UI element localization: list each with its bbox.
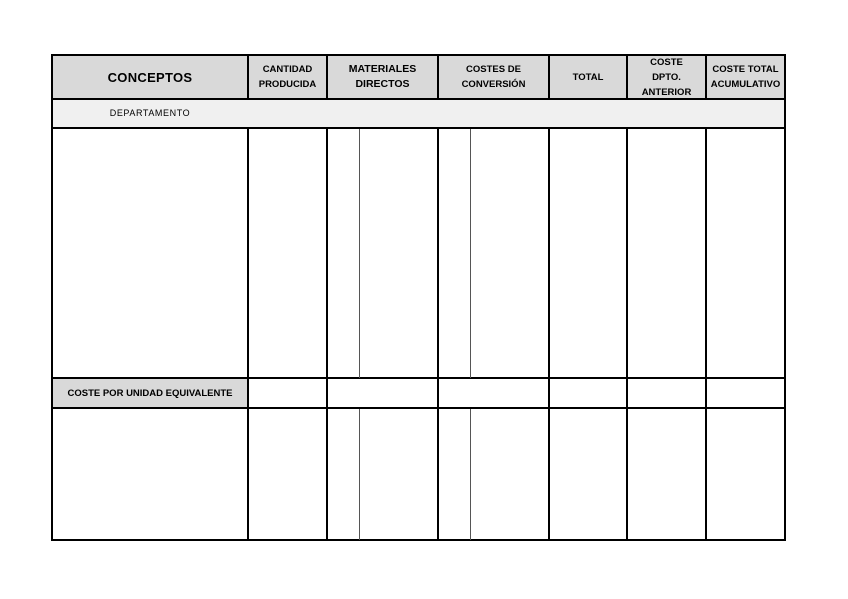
- border-right: [784, 54, 786, 541]
- sub-line-materiales-lower: [359, 409, 360, 540]
- col-line-2-body: [326, 127, 328, 541]
- sub-line-conversion-upper: [470, 129, 471, 378]
- header-cantidad-producida: CANTIDAD PRODUCIDA: [248, 55, 327, 99]
- border-header-bottom: [51, 98, 786, 100]
- sub-line-materiales-upper: [359, 129, 360, 378]
- col-line-5-header: [626, 54, 628, 100]
- sub-line-conversion-lower: [470, 409, 471, 540]
- col-line-1-body: [247, 127, 249, 541]
- col-line-3-header: [437, 54, 439, 100]
- col-line-6-header: [705, 54, 707, 100]
- header-coste-total-acumulativo: COSTE TOTAL ACUMULATIVO: [706, 55, 785, 99]
- border-unit-row-top: [51, 377, 786, 379]
- departamento-label: DEPARTAMENTO: [109, 108, 191, 118]
- border-unit-row-bottom: [51, 407, 786, 409]
- coste-unidad-equivalente-label: COSTE POR UNIDAD EQUIVALENTE: [52, 378, 248, 408]
- header-costes-conversion: COSTES DE CONVERSIÓN: [438, 55, 549, 99]
- header-conceptos: CONCEPTOS: [52, 55, 248, 99]
- header-total: TOTAL: [549, 55, 627, 99]
- col-line-5-body: [626, 127, 628, 541]
- col-line-2-header: [326, 54, 328, 100]
- col-line-4-header: [548, 54, 550, 100]
- header-materiales-directos: MATERIALES DIRECTOS: [327, 55, 438, 99]
- border-bottom: [51, 539, 786, 541]
- border-body-top: [51, 127, 786, 129]
- col-line-1-header: [247, 54, 249, 100]
- col-line-3-body: [437, 127, 439, 541]
- col-line-4-body: [548, 127, 550, 541]
- col-line-6-body: [705, 127, 707, 541]
- border-left: [51, 54, 53, 541]
- border-top: [51, 54, 786, 56]
- header-coste-dpto-anterior: COSTE DPTO. ANTERIOR: [627, 55, 706, 99]
